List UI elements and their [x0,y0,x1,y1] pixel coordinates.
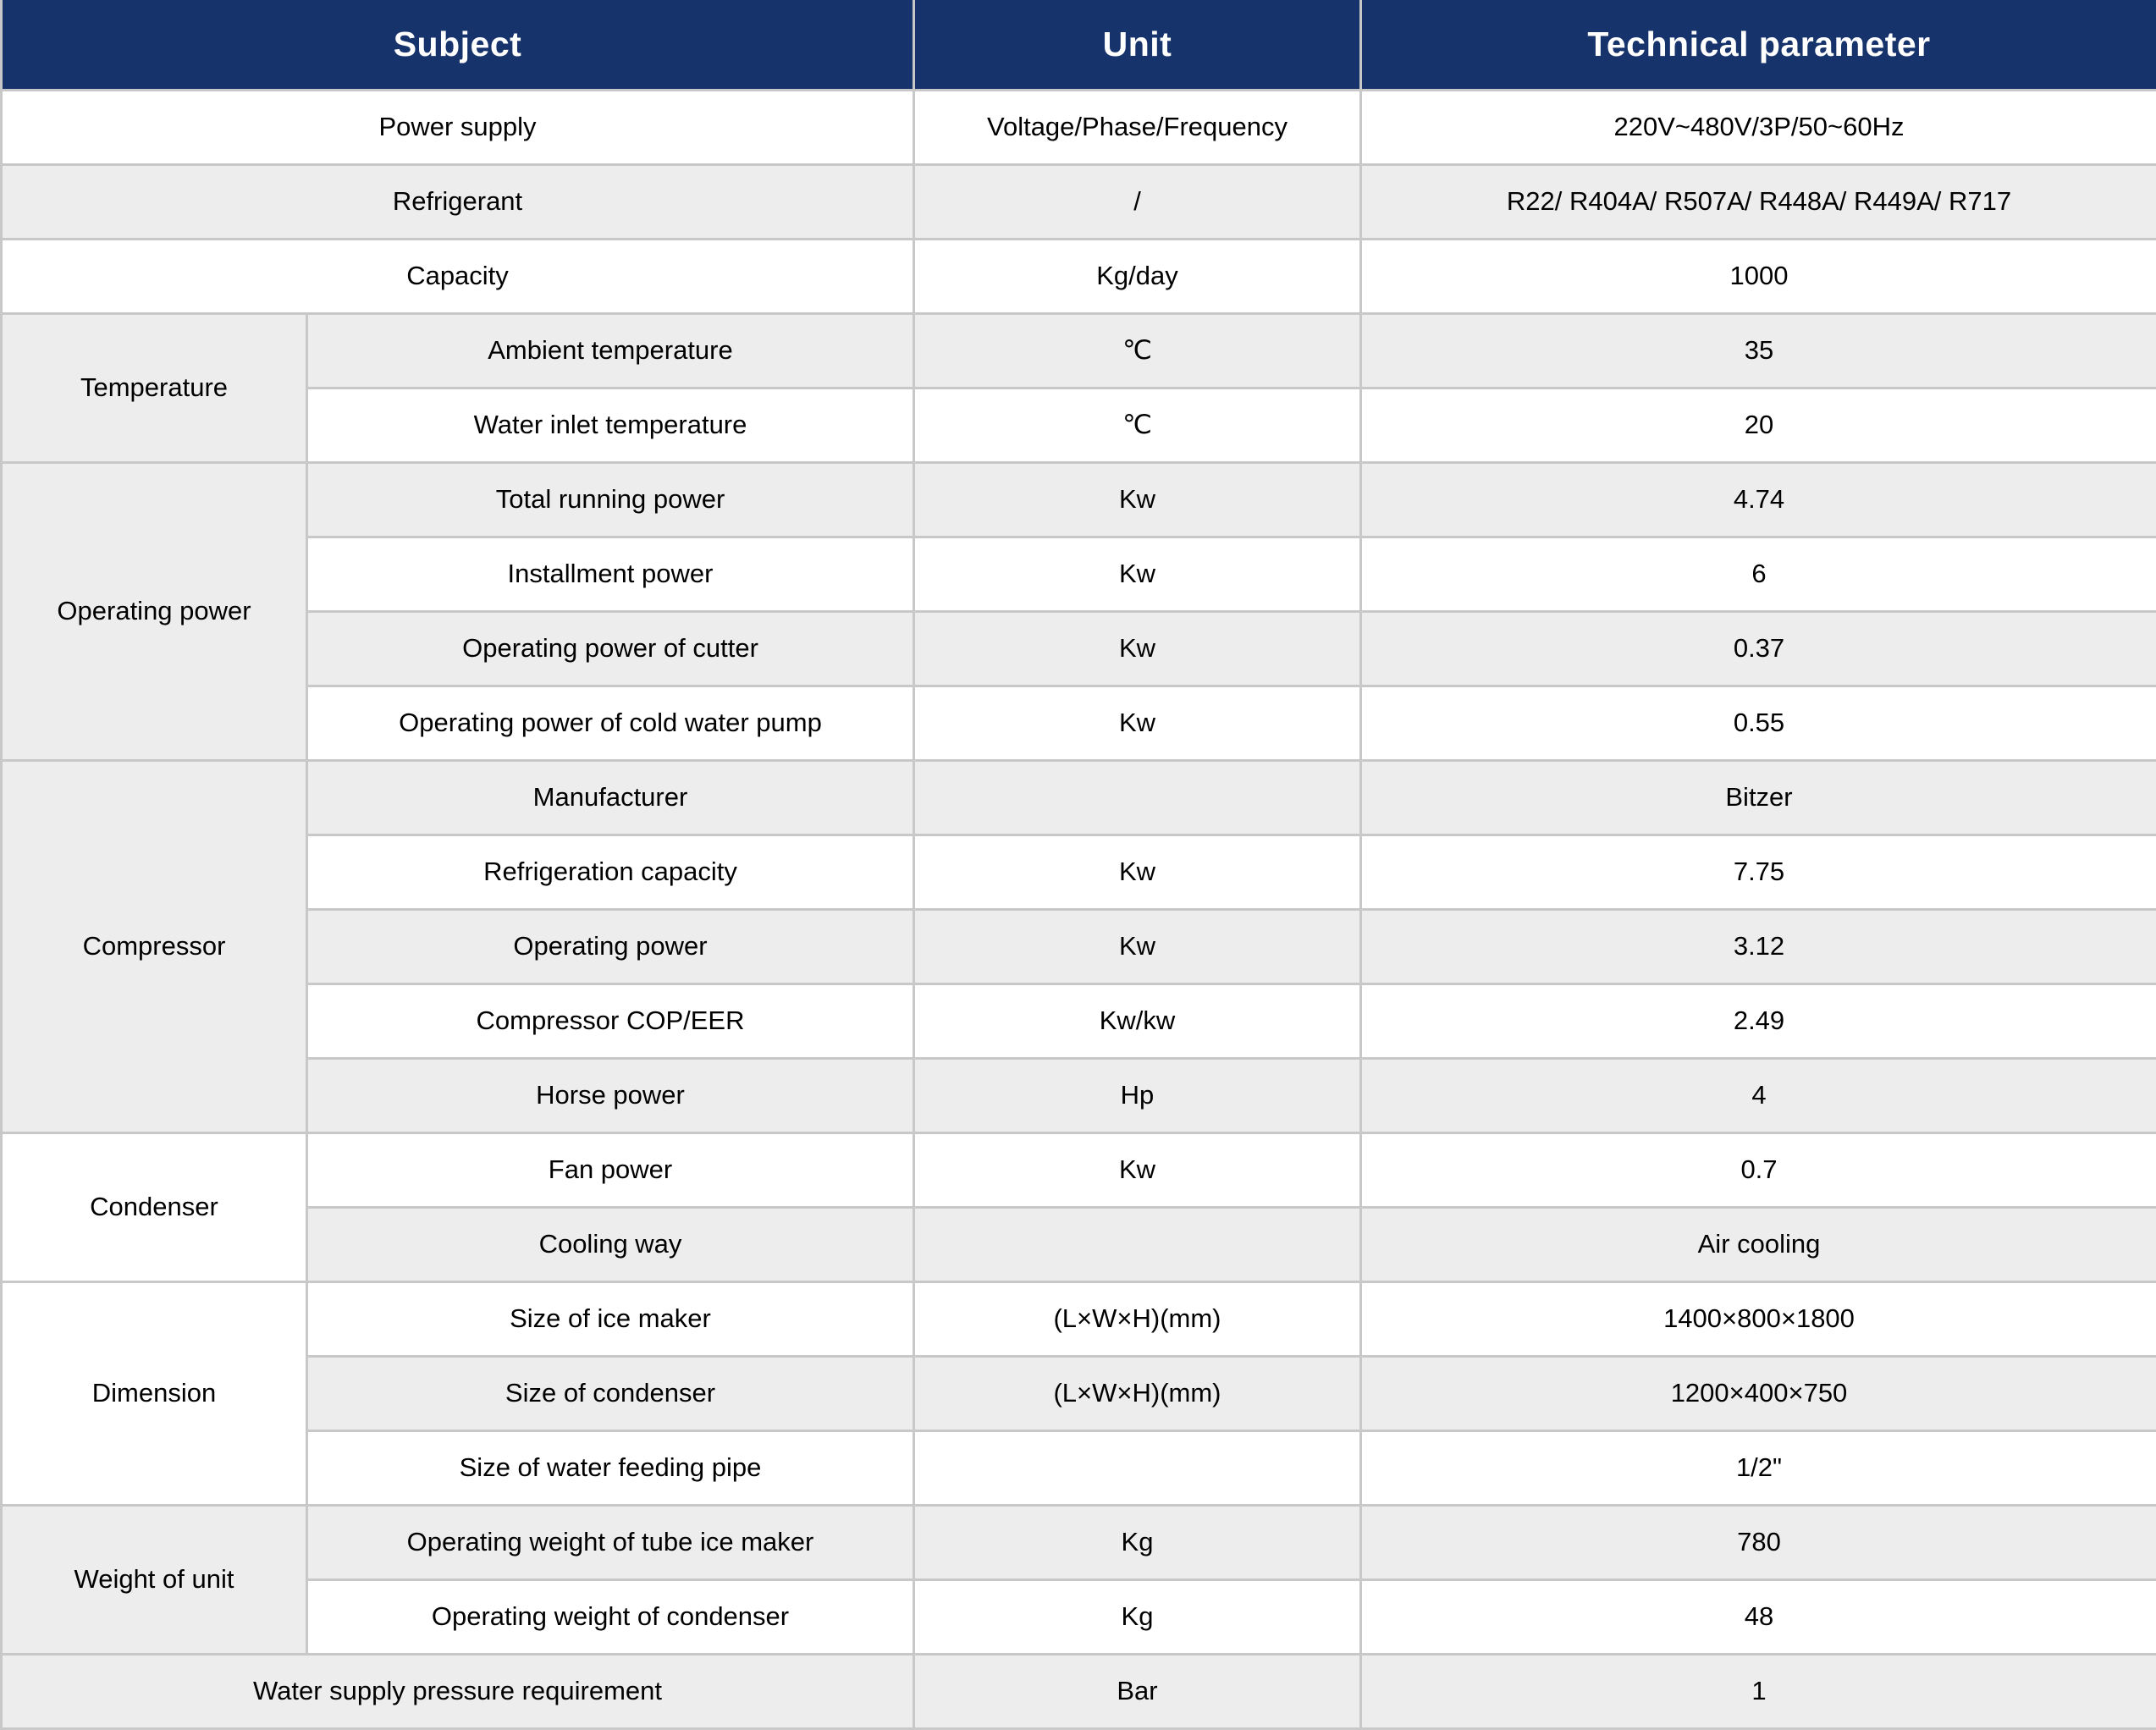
subject-cell: Fan power [307,1132,914,1207]
unit-cell: Kg/day [914,239,1361,313]
value-cell: Bitzer [1361,760,2156,835]
table-row [2,164,2156,239]
unit-cell: Kg [914,1505,1361,1579]
subject-cell: Compressor COP/EER [307,983,914,1058]
subject-cell: Horse power [307,1058,914,1132]
table-row [2,1132,2156,1207]
value-cell: 1/2" [1361,1430,2156,1505]
subject-cell: Total running power [307,462,914,537]
table-row [2,239,2156,313]
subject-cell: Cooling way [307,1207,914,1281]
subject-cell: Refrigerant [2,164,914,239]
table-row [2,686,2156,760]
value-cell: 20 [1361,388,2156,462]
value-cell: 3.12 [1361,909,2156,983]
unit-cell: Kw [914,686,1361,760]
subject-cell: Power supply [2,90,914,164]
subject-cell: Operating power of cutter [307,611,914,686]
subject-group-cell: Compressor [2,760,307,1132]
unit-cell: Voltage/Phase/Frequency [914,90,1361,164]
value-cell: 7.75 [1361,835,2156,909]
table-row [2,1505,2156,1579]
subject-cell: Operating weight of tube ice maker [307,1505,914,1579]
table-row [2,1207,2156,1281]
value-cell: 6 [1361,537,2156,611]
value-cell: 4.74 [1361,462,2156,537]
subject-cell: Capacity [2,239,914,313]
subject-cell: Operating weight of condenser [307,1579,914,1654]
unit-cell: ℃ [914,388,1361,462]
unit-cell [914,1430,1361,1505]
unit-cell [914,760,1361,835]
unit-cell: Bar [914,1654,1361,1728]
subject-cell: Operating power of cold water pump [307,686,914,760]
subject-group-cell: Weight of unit [2,1505,307,1654]
column-header-unit: Unit [914,0,1361,90]
table-row [2,909,2156,983]
table-body [2,90,2156,1728]
value-cell: 0.37 [1361,611,2156,686]
subject-group-cell: Operating power [2,462,307,760]
value-cell: 1400×800×1800 [1361,1281,2156,1356]
unit-cell: / [914,164,1361,239]
table-row [2,90,2156,164]
table-row [2,462,2156,537]
subject-group-cell: Dimension [2,1281,307,1505]
value-cell: 2.49 [1361,983,2156,1058]
table-row [2,760,2156,835]
unit-cell: (L×W×H)(mm) [914,1281,1361,1356]
table-row [2,983,2156,1058]
subject-cell: Installment power [307,537,914,611]
subject-cell: Operating power [307,909,914,983]
subject-cell: Water inlet temperature [307,388,914,462]
subject-cell: Refrigeration capacity [307,835,914,909]
table-row [2,1430,2156,1505]
subject-cell: Ambient temperature [307,313,914,388]
unit-cell: Kw [914,537,1361,611]
table-row [2,1356,2156,1430]
table-row [2,1579,2156,1654]
table-row [2,1281,2156,1356]
unit-cell: Kw [914,835,1361,909]
subject-cell: Size of water feeding pipe [307,1430,914,1505]
unit-cell: Hp [914,1058,1361,1132]
unit-cell: Kw [914,1132,1361,1207]
column-header-technical-parameter: Technical parameter [1361,0,2156,90]
subject-cell: Manufacturer [307,760,914,835]
value-cell: 0.7 [1361,1132,2156,1207]
unit-cell: Kw [914,462,1361,537]
table-row [2,537,2156,611]
table-row [2,1654,2156,1728]
value-cell: 0.55 [1361,686,2156,760]
subject-group-cell: Condenser [2,1132,307,1281]
unit-cell [914,1207,1361,1281]
table-row [2,313,2156,388]
subject-cell: Size of ice maker [307,1281,914,1356]
column-header-subject: Subject [2,0,914,90]
header-row [2,0,2156,90]
unit-cell: Kg [914,1579,1361,1654]
value-cell: 35 [1361,313,2156,388]
unit-cell: ℃ [914,313,1361,388]
unit-cell: Kw [914,611,1361,686]
value-cell: 780 [1361,1505,2156,1579]
value-cell: 1 [1361,1654,2156,1728]
value-cell: 1000 [1361,239,2156,313]
value-cell: 220V~480V/3P/50~60Hz [1361,90,2156,164]
subject-cell: Size of condenser [307,1356,914,1430]
value-cell: 4 [1361,1058,2156,1132]
value-cell: 1200×400×750 [1361,1356,2156,1430]
table-row [2,835,2156,909]
value-cell: 48 [1361,1579,2156,1654]
value-cell: R22/ R404A/ R507A/ R448A/ R449A/ R717 [1361,164,2156,239]
subject-group-cell: Temperature [2,313,307,462]
unit-cell: Kw [914,909,1361,983]
table-header [2,0,2156,90]
table-row [2,388,2156,462]
unit-cell: (L×W×H)(mm) [914,1356,1361,1430]
table-row [2,1058,2156,1132]
value-cell: Air cooling [1361,1207,2156,1281]
subject-cell: Water supply pressure requirement [2,1654,914,1728]
unit-cell: Kw/kw [914,983,1361,1058]
table-row [2,611,2156,686]
